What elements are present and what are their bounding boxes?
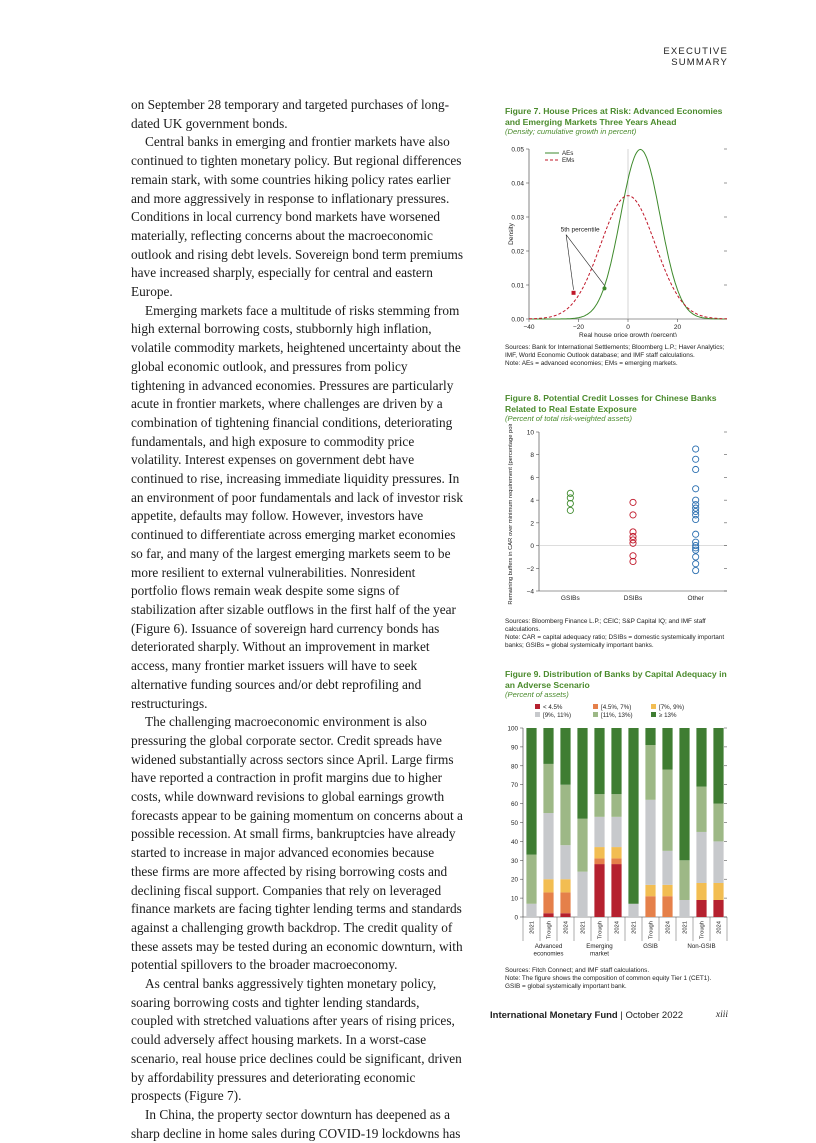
figure-9-title: Figure 9. Distribution of Banks by Capital Adequacy in an Adverse Scenario [505,669,727,690]
annotation-label: 5th percentile [560,226,600,234]
x-category-label: Other [687,594,704,602]
legend-label-ems: EMs [562,156,575,164]
body-paragraph: Emerging markets face a multitude of risks stemming from high external borrowing costs, stubbornly high inflation, volatile commodity markets, heightened uncertainty about the global economic outlook, and pressures from policy tightening in advanced economies. Pressures are particularly acute in frontier markets, where challenges are driven by a combination of tightening financial conditions, deteriorating fundamentals, and high exposure to commodity price volatility. Interest expenses on government debt have continued to rise, increasing immediate liquidity pressures. In an environment of poor fundamentals and lack of investor risk appetite, defaults may follow. However, investors have continued to differentiate across emerging market economies so far, and many of the largest emerging markets seem to be more resilient to external vulnerabilities. Nonresident portfolio flows remain weak despite some signs of stabilization after sizable outflows in the first half of the year (Figure 6). Issuance of sovereign hard currency bonds has deteriorated sharply. Without an improvement in market access, many frontier market issuers will have to seek alternative funding sources and/or debt reprofiling and restructurings. [131,302,463,711]
data-point-other [693,560,699,566]
x-tick-label: 0 [626,323,630,331]
bar-segment [679,860,689,900]
y-tick-label: 100 [507,725,518,732]
bar-segment [679,728,689,860]
x-category-label: 2024 [614,920,621,934]
y-tick-label: 0.01 [511,282,524,289]
bar-segment [611,728,621,794]
bar-segment [560,892,570,913]
bar-segment [645,728,655,745]
bar-segment [662,728,672,770]
x-category-label: 2021 [580,920,587,934]
legend-label: [11%, 13%) [601,711,633,719]
bar-segment [594,794,604,817]
bar-segment [543,892,553,913]
x-category-label: DSIBs [623,594,643,602]
bar-segment [543,913,553,917]
y-tick-label: 0.02 [511,248,524,255]
y-tick-label: −2 [526,565,534,573]
y-tick-label: 70 [510,781,518,789]
y-tick-label: 30 [510,857,518,865]
bar-segment [645,884,655,895]
bar-segment [577,728,587,819]
figure-7-title: Figure 7. House Prices at Risk: Advanced Economies and Emerging Markets Three Years Ahead [505,106,723,127]
group-label: economies [533,950,564,957]
x-category-label: 2021 [631,920,638,934]
bar-segment [611,847,621,858]
data-point-other [693,567,699,573]
data-point-other [693,553,699,559]
x-category-label: 2024 [665,920,672,934]
y-tick-label: 10 [510,895,518,903]
bar-segment [611,858,621,864]
body-paragraph: on September 28 temporary and targeted purchases of long-dated UK government bonds. [131,97,450,131]
legend-swatch [651,712,656,717]
figure-9-sources: Sources: Fitch Connect; and IMF staff calculations. [505,966,650,974]
y-tick-label: 0.00 [511,316,524,323]
data-point-dsibs [630,499,636,505]
bar-segment [560,879,570,892]
footer-publisher: International Monetary Fund [490,1010,618,1021]
bar-segment [696,728,706,787]
bar-segment [662,769,672,850]
body-paragraph: As central banks aggressively tighten monetary policy, soaring borrowing costs and tighter lending standards, coupled with stretched valuations after years of rising prices, could adversely affect housing markets. In a worst-case scenario, real house price declines could be significant, driven by affordability pressures and deteriorating economic prospects (Figure 7). [131,976,462,1104]
bar-segment [645,896,655,917]
bar-segment [560,845,570,879]
figure-9-note: Note: The figure shows the composition of common equity Tier 1 (CET1). [505,974,712,982]
y-tick-label: 80 [510,762,518,770]
y-tick-label: −4 [526,588,534,595]
bar-segment [594,858,604,864]
bar-segment [543,728,553,764]
data-point-gsibs [567,507,573,513]
group-label: Non-GSIB [687,942,716,950]
percentile-marker-aes [602,286,606,290]
figure-8-subtitle: (Percent of total risk-weighted assets) [505,414,633,423]
page-footer [490,1010,728,1021]
bar-segment [594,728,604,794]
figure-7-note: Note: AEs = advanced economies; EMs = emerging markets. [505,359,678,367]
group-label: GSIB [643,942,658,950]
percentile-marker-ems [572,290,576,294]
x-category-label: 2024 [716,920,723,934]
x-category-label: GSIBs [560,594,580,602]
x-category-label: Trough [699,920,706,939]
y-tick-label: 0.04 [511,180,524,187]
y-tick-label: 40 [510,838,518,846]
y-tick-label: 60 [510,800,518,808]
bar-segment [611,794,621,817]
bar-segment [713,728,723,804]
bar-segment [628,728,638,904]
bar-segment [560,784,570,844]
x-category-label: 2024 [563,920,570,934]
y-tick-label: 90 [510,743,518,751]
legend-label: [9%, 11%) [543,711,572,719]
bar-segment [645,799,655,884]
bar-segment [560,728,570,785]
bar-segment [543,879,553,892]
figure-8-note: Note: CAR = capital adequacy ratio; DSIBs = domestic systemically important banks; GSIBs = global systemically important banks. [505,633,725,649]
body-paragraph: Central banks in emerging and frontier markets have also continued to tighten monetary policy. But regional differences remain stark, with some countries hiking policy rates earlier and more aggressively in response to inflationary pressures. Conditions in local currency bond markets have worsened materially, reflecting concerns about the macroeconomic outlook and rising debt levels. Sovereign bond term premiums have increased sharply, especially for central and eastern Europe. [131,134,464,300]
x-category-label: Trough [597,920,604,939]
x-category-label: 2021 [529,920,536,934]
x-tick-label: 20 [673,323,682,331]
figure-9-note-2: GSIB = global systemically important bank. [505,982,627,990]
legend-swatch [535,704,540,709]
bar-segment [662,884,672,895]
bar-segment [713,882,723,899]
legend-swatch [593,712,598,717]
figure-8-title: Figure 8. Potential Credit Losses for Chinese Banks Related to Real Estate Exposure [505,393,717,414]
y-tick-label: 6 [530,474,534,482]
y-tick-label: 20 [510,876,518,884]
bar-segment [696,786,706,831]
legend-swatch [535,712,540,717]
bar-segment [679,899,689,916]
bar-segment [594,847,604,858]
y-tick-label: 8 [530,451,534,459]
bar-segment [713,803,723,841]
bar-segment [594,864,604,917]
bar-segment [645,745,655,800]
y-tick-label: 0.03 [511,214,524,221]
figure-8-chart [505,424,730,611]
page-number: xiii [715,1010,728,1020]
bar-segment [696,882,706,899]
bar-segment [713,899,723,916]
y-tick-label: 0.05 [511,146,524,153]
legend-label-aes: AEs [562,149,574,157]
bar-segment [577,818,587,871]
figure-8-sources: Sources: Bloomberg Finance L.P.; CEIC; S&P Capital IQ; and IMF staff calculations. [505,617,706,633]
legend-swatch [651,704,656,709]
bar-segment [594,816,604,846]
footer-date: October 2022 [625,1010,684,1021]
legend-label: ≥ 13% [659,711,677,719]
data-point-other [693,516,699,522]
bar-segment [696,831,706,882]
y-tick-label: 50 [510,819,518,827]
figure-7-sources: Sources: Bank for International Settlements; Bloomberg L.P.; Haver Analytics; IMF, World Economic Outlook database; and IMF staff calculations. [505,343,725,359]
figure-9-chart [505,700,730,960]
figure-7-subtitle: (Density; cumulative growth in percent) [505,127,637,136]
x-category-label: Trough [546,920,553,939]
legend-label: [4.5%, 7%) [601,703,632,711]
footer-separator: | [620,1010,626,1021]
y-tick-label: 2 [530,519,534,527]
legend-label: [7%, 9%) [659,703,685,711]
bar-segment [577,871,587,916]
group-label: market [590,950,609,957]
y-axis-label: Density [508,222,515,245]
y-tick-label: 10 [526,429,534,436]
body-text-column [131,96,463,1143]
group-label: Emerging [586,942,613,950]
y-tick-label: 0 [530,542,534,550]
figure-7 [505,106,730,368]
figure-8 [505,393,730,650]
bar-segment [628,903,638,916]
bar-segment [526,903,536,916]
figure-9-subtitle: (Percent of assets) [505,690,569,699]
x-category-label: Trough [648,920,655,939]
x-category-label: 2021 [682,920,689,934]
bar-segment [696,899,706,916]
data-point-other [693,485,699,491]
x-axis-label: Real house price growth (percent) [579,331,677,337]
bar-segment [526,728,536,855]
data-point-other [693,445,699,451]
bar-segment [611,864,621,917]
x-tick-label: −20 [572,323,585,331]
x-tick-label: −40 [523,323,535,331]
data-point-other [693,466,699,472]
body-paragraph: The challenging macroeconomic environment is also pressuring the global corporate sector. Credit spreads have widened substantially across sectors since April. Large firms have reported a contraction in profit margins due to higher costs, while downward revisions to global earnings growth forecasts appear to be gaining momentum on concerns about a possible recession. At small firms, bankruptcies have already started to increase in major advanced economies because these firms are more affected by rising borrowing costs and declining fiscal support. Companies that rely on leveraged finance markets are facing tighter lending terms and standards against a challenging growth backdrop. The credit quality of these assets may be tested during an economic downturn, with potential spillovers to the broader macroeconomy. [131,714,463,973]
data-point-other [693,531,699,537]
bar-segment [543,813,553,879]
data-point-dsibs [630,511,636,517]
y-tick-label: 0 [514,914,518,921]
y-tick-label: 4 [530,497,534,505]
bar-segment [662,896,672,917]
figure-7-chart [505,137,730,337]
y-axis-label: Remaining buffers in CAR over minimum requirement (percentage point) [508,423,514,605]
group-label: Advanced [534,942,563,950]
bar-segment [526,854,536,903]
figure-9 [505,669,730,991]
bar-segment [543,763,553,812]
bar-segment [560,913,570,917]
data-point-other [693,456,699,462]
bar-segment [662,850,672,884]
bar-segment [611,816,621,846]
running-header: EXECUTIVE SUMMARY [663,46,728,68]
legend-swatch [593,704,598,709]
legend-label: < 4.5% [543,703,563,711]
bar-segment [713,841,723,883]
body-paragraph: In China, the property sector downturn has deepened as a sharp decline in home sales during COVID-19 lockdowns has [131,1106,461,1141]
